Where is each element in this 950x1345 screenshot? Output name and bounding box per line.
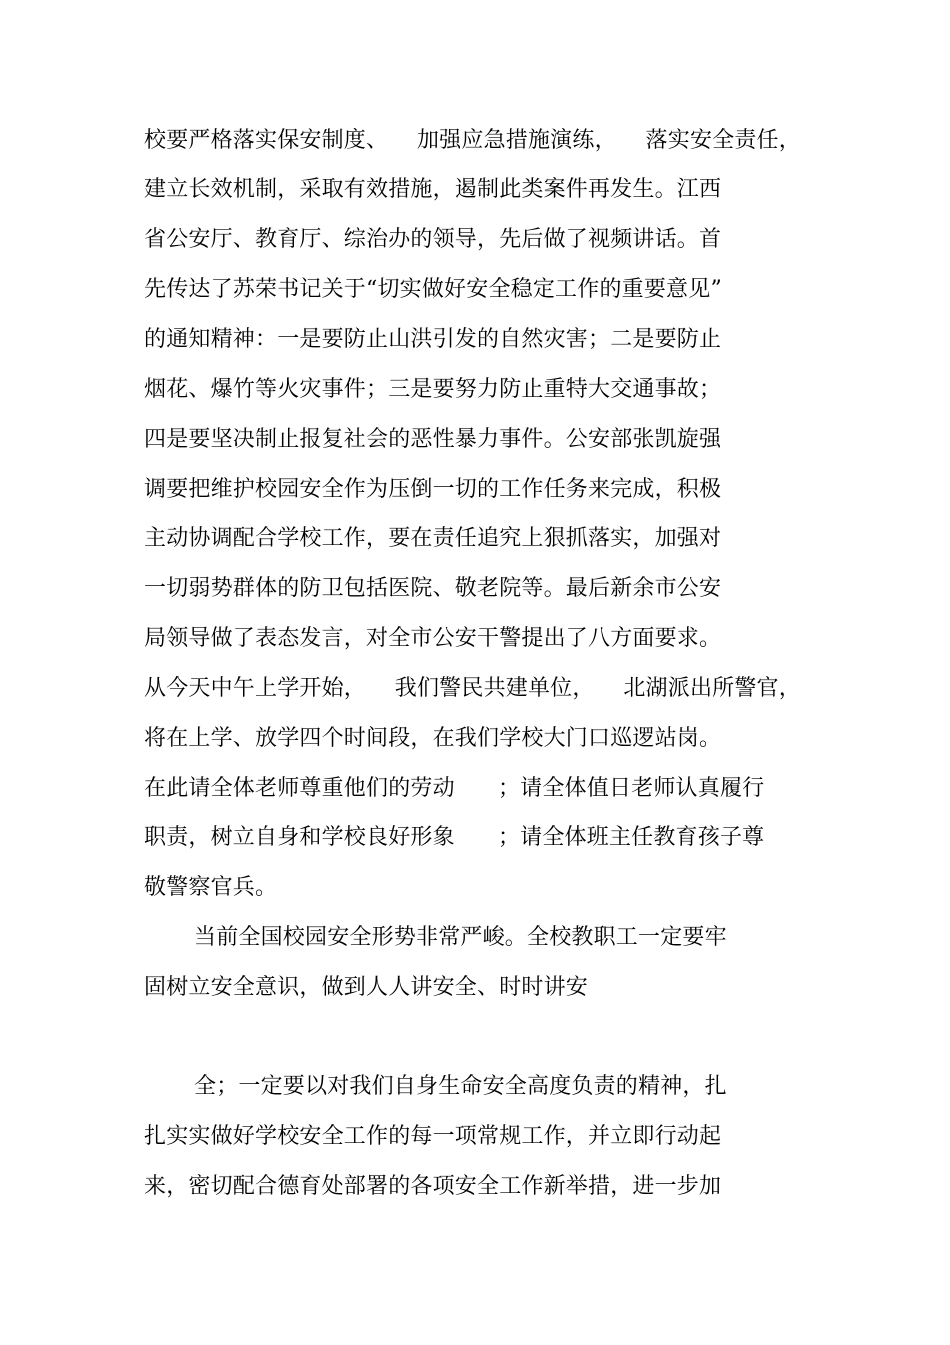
- paragraph-line: 当前全国校园安全形势非常严峻。全校教职工一定要牢: [194, 925, 727, 950]
- paragraph-line: 建立长效机制，采取有效措施，遏制此类案件再发生。江西: [144, 177, 722, 202]
- paragraph-line: 从今天中午上学开始， 我们警民共建单位， 北湖派出所警官，: [144, 676, 801, 701]
- paragraph-line: 将在上学、放学四个时间段，在我们学校大门口巡逻站岗。: [144, 726, 722, 751]
- paragraph-line: 四是要坚决制止报复社会的恶性暴力事件。公安部张凯旋强: [144, 427, 722, 452]
- paragraph-line: 固树立安全意识，做到人人讲安全、时时讲安: [144, 975, 589, 1000]
- paragraph-line: 省公安厅、教育厅、综治办的领导，先后做了视频讲话。首: [144, 227, 722, 252]
- paragraph-line: 扎实实做好学校安全工作的每一项常规工作，并立即行动起: [144, 1124, 722, 1149]
- paragraph-line: 在此请全体老师尊重他们的劳动 ；请全体值日老师认真履行: [144, 776, 765, 801]
- paragraph-line: 主动协调配合学校工作，要在责任追究上狠抓落实，加强对: [144, 526, 722, 551]
- paragraph-line: 职责，树立自身和学校良好形象 ；请全体班主任教育孩子尊: [144, 825, 765, 850]
- paragraph-line: 敬警察官兵。: [144, 875, 278, 900]
- paragraph-line: 的通知精神：一是要防止山洪引发的自然灾害；二是要防止: [144, 327, 722, 352]
- paragraph-line: 烟花、爆竹等火灾事件；三是要努力防止重特大交通事故；: [144, 377, 722, 402]
- paragraph-line: 先传达了苏荣书记关于“切实做好安全稳定工作的重要意见”: [144, 277, 722, 302]
- paragraph-line: 校要严格落实保安制度、 加强应急措施演练， 落实安全责任，: [144, 128, 801, 153]
- paragraph-line: 全；一定要以对我们自身生命安全高度负责的精神，扎: [194, 1074, 727, 1099]
- paragraph-line: 局领导做了表态发言，对全市公安干警提出了八方面要求。: [144, 626, 722, 651]
- paragraph-line: 调要把维护校园安全作为压倒一切的工作任务来完成，积极: [144, 477, 722, 502]
- paragraph-line: 来，密切配合德育处部署的各项安全工作新举措，进一步加: [144, 1174, 722, 1199]
- paragraph-line: 一切弱势群体的防卫包括医院、敬老院等。最后新余市公安: [144, 576, 722, 601]
